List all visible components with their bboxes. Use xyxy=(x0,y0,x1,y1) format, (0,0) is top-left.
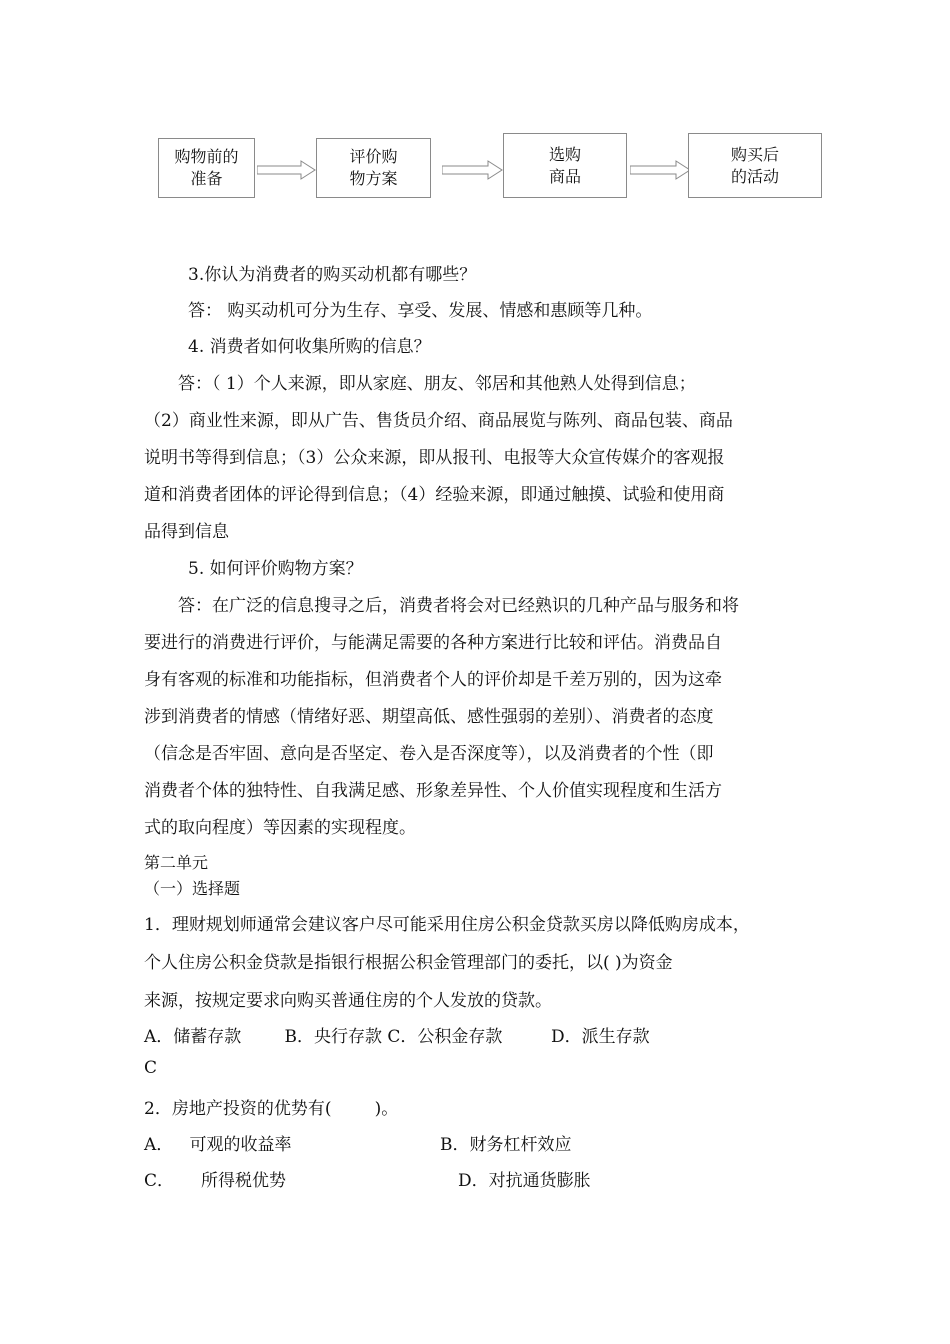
answer-4-line-3: 说明书等得到信息；（3）公众来源，即从报刊、电报等大众宣传媒介的客观报 xyxy=(144,448,725,468)
flow-step-prepare: 购物前的 准备 xyxy=(158,138,255,198)
q1-options: A．储蓄存款 B．央行存款 C．公积金存款 D．派生存款 xyxy=(144,1027,650,1047)
q1-line-2: 个人住房公积金贷款是指银行根据公积金管理部门的委托，以( )为资金 xyxy=(144,953,673,973)
flow-step-evaluate: 评价购 物方案 xyxy=(316,138,431,198)
answer-4-line-4: 道和消费者团体的评论得到信息；（4）经验来源，即通过触摸、试验和使用商 xyxy=(144,485,725,505)
question-4: 4. 消费者如何收集所购的信息？ xyxy=(188,337,431,357)
flowchart xyxy=(0,0,950,230)
q2-option-d: D．对抗通货膨胀 xyxy=(458,1171,591,1191)
q1-answer: C xyxy=(144,1058,158,1078)
q2-option-b: B．财务杠杆效应 xyxy=(440,1135,572,1155)
unit-title: 第二单元 xyxy=(144,853,209,872)
answer-4-line-2: （2）商业性来源，即从广告、售货员介绍、商品展览与陈列、商品包装、商品 xyxy=(144,411,733,431)
flow-arrow-1 xyxy=(257,160,317,180)
question-5: 5. 如何评价购物方案？ xyxy=(188,559,363,579)
q1-line-3: 来源，按规定要求向购买普通住房的个人发放的贷款。 xyxy=(144,991,552,1011)
q1-line-1: 1．理财规划师通常会建议客户尽可能采用住房公积金贷款买房以降低购房成本， xyxy=(144,915,750,935)
answer-5-line-7: 式的取向程度）等因素的实现程度。 xyxy=(144,818,416,838)
answer-5-line-2: 要进行的消费进行评价，与能满足需要的各种方案进行比较和评估。消费品自 xyxy=(144,633,722,653)
answer-5-line-1: 答：在广泛的信息搜寻之后，消费者将会对已经熟识的几种产品与服务和将 xyxy=(178,596,739,616)
answer-4-line-1: 答：（ 1）个人来源，即从家庭、朋友、邻居和其他熟人处得到信息； xyxy=(178,374,696,394)
q2-option-a: A． 可观的收益率 xyxy=(144,1135,292,1155)
flow-arrow-2 xyxy=(442,160,504,180)
flow-step-purchase: 选购 商品 xyxy=(503,133,627,198)
answer-5-line-4: 涉到消费者的情感（情绪好恶、期望高低、感性强弱的差别）、消费者的态度 xyxy=(144,707,714,727)
answer-5-line-5: （信念是否牢固、意向是否坚定、卷入是否深度等），以及消费者的个性（即 xyxy=(144,744,714,764)
answer-5-line-6: 消费者个体的独特性、自我满足感、形象差异性、个人价值实现程度和生活方 xyxy=(144,781,722,801)
section-title: （一）选择题 xyxy=(144,879,241,898)
answer-4-line-5: 品得到信息 xyxy=(144,522,229,542)
q2-option-c: C． 所得税优势 xyxy=(144,1171,287,1191)
question-3: 3.你认为消费者的购买动机都有哪些？ xyxy=(188,265,477,285)
answer-5-line-3: 身有客观的标准和功能指标，但消费者个人的评价却是千差万别的，因为这牵 xyxy=(144,670,722,690)
flow-arrow-3 xyxy=(630,160,692,180)
q2-stem: 2．房地产投资的优势有( )。 xyxy=(144,1099,399,1119)
answer-3: 答： 购买动机可分为生存、享受、发展、情感和惠顾等几种。 xyxy=(188,301,653,321)
flow-step-after: 购买后 的活动 xyxy=(688,133,822,198)
